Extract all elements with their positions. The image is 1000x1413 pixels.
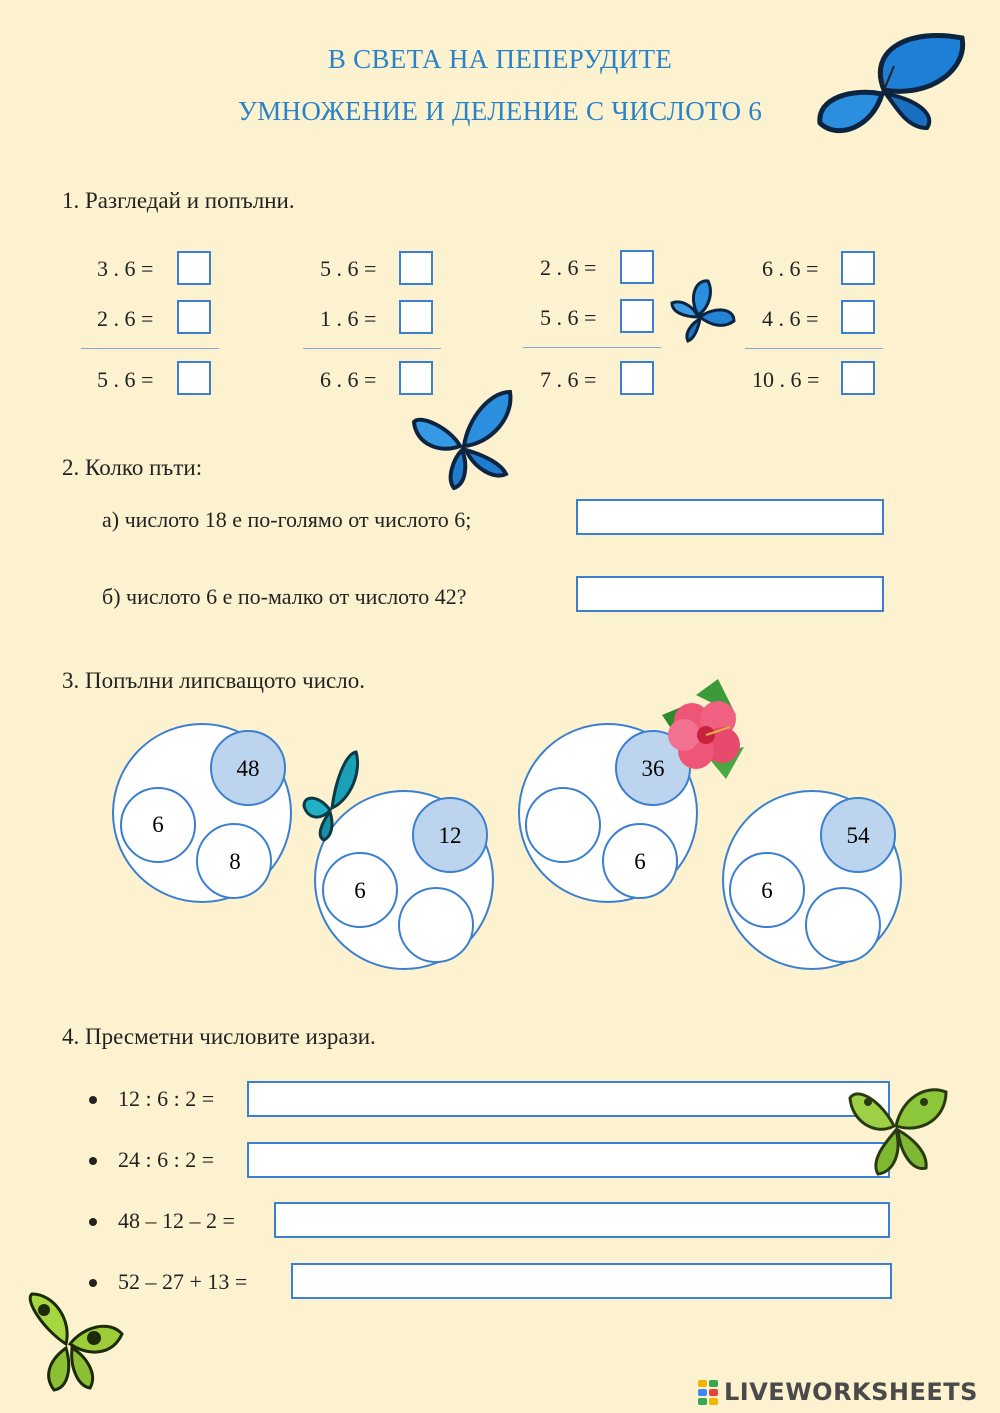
- task1-col1-row1-answer-box[interactable]: [177, 251, 211, 285]
- task1-col1-row3-answer-box[interactable]: [177, 361, 211, 395]
- task2-heading: 2. Колко пъти:: [62, 455, 203, 480]
- task2-answer-a-field[interactable]: [576, 499, 884, 535]
- blue-butterfly-center-icon: [410, 388, 516, 492]
- circle-3-top-value: 36: [641, 756, 665, 781]
- task1-col4-row3-answer-box[interactable]: [841, 361, 875, 395]
- task1-col1-row1-expr: 3 . 6 =: [97, 256, 154, 281]
- task1-col4-row1-answer-box[interactable]: [841, 251, 875, 285]
- bullet-icon: [89, 1157, 97, 1165]
- task3-circles: [0, 700, 1000, 990]
- task2-question-b: б) числото 6 е по-малко от числото 42?: [102, 584, 467, 609]
- task1-col4-row1-expr: 6 . 6 =: [762, 256, 819, 281]
- task1-col1-row2-answer-box[interactable]: [177, 300, 211, 334]
- circle-4-left-value: 6: [761, 878, 773, 903]
- task1-col2-row2-answer-box[interactable]: [399, 300, 433, 334]
- task2-answer-b-field[interactable]: [576, 576, 884, 612]
- circle-3-right-value: 6: [634, 849, 646, 874]
- green-butterfly-corner-icon: [14, 1290, 126, 1398]
- circle-1-right-value: 8: [229, 849, 241, 874]
- bullet-icon: [89, 1218, 97, 1226]
- circle-4-top-value: 54: [846, 823, 870, 848]
- task1-col3-row3-expr: 7 . 6 =: [540, 367, 597, 392]
- title-line-2: УМНОЖЕНИЕ И ДЕЛЕНИЕ С ЧИСЛОТО 6: [237, 96, 763, 126]
- task4-answer-4-field[interactable]: [291, 1263, 892, 1299]
- task1-col2-row3-expr: 6 . 6 =: [320, 367, 377, 392]
- task1-col2-divider: [303, 348, 441, 349]
- bullet-icon: [89, 1096, 97, 1104]
- flower-icon: [656, 675, 748, 785]
- task1-col1-divider: [81, 348, 219, 349]
- task4-expr-2: 24 : 6 : 2 =: [118, 1147, 215, 1172]
- circle-2-right-answer[interactable]: [399, 888, 473, 962]
- task1-col2-row1-expr: 5 . 6 =: [320, 256, 377, 281]
- task4-answer-1-field[interactable]: [247, 1081, 890, 1117]
- task1-col4-divider: [745, 348, 883, 349]
- liveworksheets-logo-text: LIVEWORKSHEETS: [724, 1378, 978, 1406]
- task1-col1-row2-expr: 2 . 6 =: [97, 306, 154, 331]
- task1-col4-row3-expr: 10 . 6 =: [752, 367, 820, 392]
- title-line-1: В СВЕТА НА ПЕПЕРУДИТЕ: [327, 44, 673, 74]
- circle-1-left-value: 6: [152, 812, 164, 837]
- task1-col3-row2-answer-box[interactable]: [620, 299, 654, 333]
- blue-butterfly-icon: [812, 28, 968, 140]
- task1-col3-divider: [523, 347, 661, 348]
- liveworksheets-logo-icon: [698, 1380, 720, 1406]
- task3-heading: 3. Попълни липсващото число.: [62, 668, 365, 693]
- green-butterfly-icon: [846, 1078, 950, 1178]
- task1-col4-row2-expr: 4 . 6 =: [762, 306, 819, 331]
- task4-answer-2-field[interactable]: [247, 1142, 890, 1178]
- bullet-icon: [89, 1279, 97, 1287]
- task4-expr-1: 12 : 6 : 2 =: [118, 1086, 215, 1111]
- task1-col1-row3-expr: 5 . 6 =: [97, 367, 154, 392]
- task1-col2-row2-expr: 1 . 6 =: [320, 306, 377, 331]
- circle-2-top-value: 12: [438, 823, 462, 848]
- circle-2-left-value: 6: [354, 878, 366, 903]
- circle-4-right-answer[interactable]: [806, 888, 880, 962]
- task4-expr-4: 52 – 27 + 13 =: [118, 1269, 248, 1294]
- task1-col2-row1-answer-box[interactable]: [399, 251, 433, 285]
- teal-butterfly-icon: [300, 748, 364, 844]
- task1-heading: 1. Разгледай и попълни.: [62, 188, 295, 213]
- task2-question-a: а) числото 18 е по-голямо от числото 6;: [102, 507, 472, 532]
- task1-col3-row2-expr: 5 . 6 =: [540, 305, 597, 330]
- circle-3-left-answer[interactable]: [526, 788, 600, 862]
- circle-1-top-value: 48: [236, 756, 260, 781]
- task4-answer-3-field[interactable]: [274, 1202, 890, 1238]
- task1-col3-row1-expr: 2 . 6 =: [540, 255, 597, 280]
- task1-col4-row2-answer-box[interactable]: [841, 300, 875, 334]
- small-blue-butterfly-icon: [668, 277, 738, 345]
- task4-expr-3: 48 – 12 – 2 =: [118, 1208, 235, 1233]
- task1-col3-row1-answer-box[interactable]: [620, 250, 654, 284]
- task4-heading: 4. Пресметни числовите изрази.: [62, 1024, 376, 1049]
- task1-col3-row3-answer-box[interactable]: [620, 361, 654, 395]
